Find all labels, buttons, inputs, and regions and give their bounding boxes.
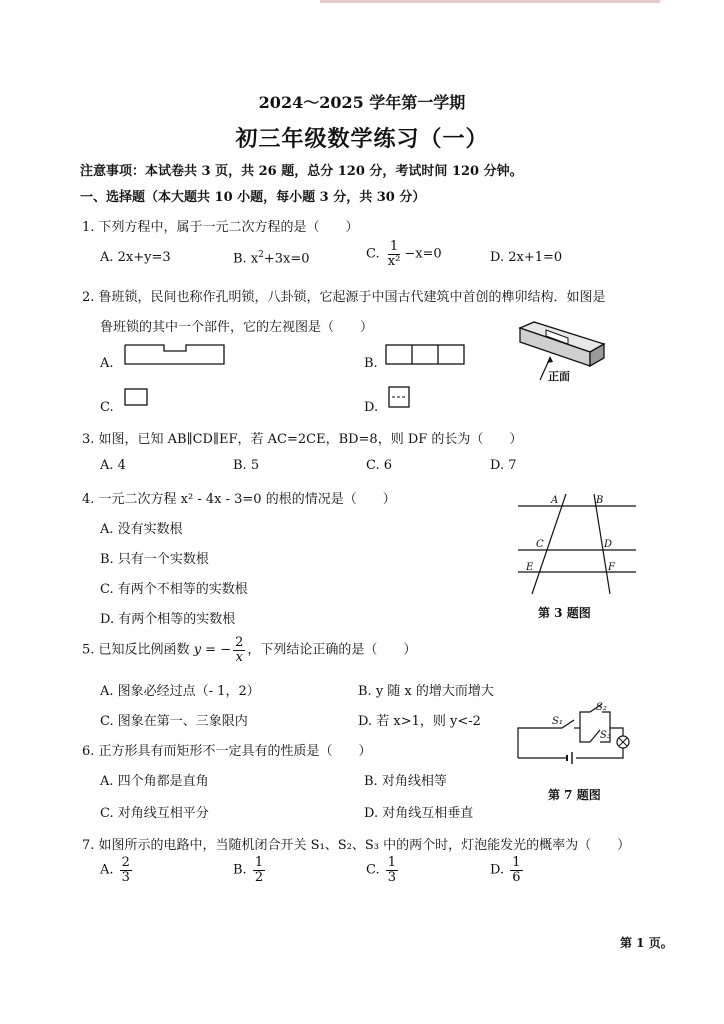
q7-option-d-label: D. [490, 862, 505, 878]
q2-option-d-figure [388, 386, 412, 410]
q5-stem-prefix: 5. 已知反比例函数 [82, 642, 190, 658]
q7-option-a-fraction [120, 856, 132, 884]
page-title: 初三年级数学练习（一） [235, 126, 489, 152]
q7-option-b-numerator: 1 [254, 855, 264, 870]
q1-option-b-suffix: +3x=0 [263, 251, 310, 267]
q1-option-c-numerator: 1 [389, 239, 399, 254]
scan-edge-mark [320, 0, 660, 3]
q7-option-b-denominator: 2 [254, 869, 264, 885]
q7-option-a-label: A. [100, 862, 114, 878]
q7-option-d-numerator: 1 [512, 855, 521, 870]
q1-option-b-exponent: 2 [258, 250, 264, 260]
q1-option-d: D. 2x+1=0 [490, 250, 563, 265]
q5-stem-numerator: 2 [235, 635, 244, 650]
question-2-stem-line1: 2. 鲁班锁，民间也称作孔明锁，八卦锁，它起源于中国古代建筑中首创的榫卯结构．如图是 [82, 290, 606, 305]
q7-option-c [366, 856, 400, 884]
q7-option-a-denominator: 3 [121, 869, 130, 885]
question-1-stem: 1. 下列方程中，属于一元二次方程的是（ ） [82, 220, 359, 235]
q7-option-b-fraction [253, 856, 265, 884]
q6-option-d: D. 对角线互相垂直 [364, 806, 474, 821]
q7-option-b-label: B. [233, 862, 247, 878]
point-b-label: B [596, 495, 604, 506]
q4-option-a: A. 没有实数根 [100, 522, 183, 537]
q2-option-c-figure [124, 388, 150, 408]
point-a-label: A [551, 495, 559, 506]
q5-option-d: D. 若 x>1，则 y<-2 [358, 714, 481, 729]
question-3-stem: 3. 如图，已知 AB∥CD∥EF，若 AC=2CE，BD=8，则 DF 的长为（ ） [82, 432, 523, 447]
q7-option-c-denominator: 3 [387, 869, 397, 885]
switch-s3-label: S₃ [600, 730, 611, 741]
q1-option-c [366, 240, 442, 268]
q6-option-b: B. 对角线相等 [364, 774, 447, 789]
q5-stem-function: y = − [193, 642, 232, 658]
q3-option-a: A. 4 [100, 458, 126, 473]
q7-option-a [100, 856, 134, 884]
q6-option-a: A. 四个角都是直角 [100, 774, 209, 789]
q1-option-b [233, 250, 310, 266]
q2-option-b-figure [385, 344, 467, 366]
q2-option-a-label: A. [100, 356, 114, 371]
q1-option-b-prefix: B. x [233, 251, 259, 267]
q3-option-c: C. 6 [366, 458, 393, 473]
q7-option-d [490, 856, 525, 884]
q3-figure [514, 490, 638, 600]
page-number: 第 1 页。 [620, 936, 673, 950]
q5-option-b: B. y 随 x 的增大而增大 [358, 684, 494, 699]
exam-notice: 注意事项：本试卷共 3 页，共 26 题，总分 120 分，考试时间 120 分钟。 [80, 164, 523, 179]
q4-option-d: D. 有两个相等的实数根 [100, 612, 236, 627]
q2-option-b-label: B. [364, 356, 378, 371]
term-heading: 2024～2025 学年第一学期 [258, 93, 466, 112]
point-f-label: F [608, 562, 615, 573]
q7-figure-caption: 第 7 题图 [548, 788, 601, 802]
q5-stem-denominator: x [235, 649, 243, 665]
question-2-stem-line2: 鲁班锁的其中一个部件，它的左视图是（ ） [100, 320, 374, 335]
q6-option-c: C. 对角线互相平分 [100, 806, 209, 821]
q3-option-b: B. 5 [233, 458, 260, 473]
switch-s2-label: S₂ [596, 702, 607, 713]
luban-front-label: 正面 [548, 370, 570, 383]
q5-stem-fraction [233, 636, 245, 664]
switch-s1-label: S₁ [552, 716, 563, 727]
q1-option-a: A. 2x+y=3 [100, 250, 171, 265]
q7-option-c-fraction [386, 856, 398, 884]
q7-option-b [233, 856, 267, 884]
q3-figure-caption: 第 3 题图 [538, 606, 591, 620]
q7-option-d-denominator: 6 [512, 869, 521, 885]
q2-option-a-figure [124, 344, 226, 366]
question-6-stem: 6. 正方形具有而矩形不一定具有的性质是（ ） [82, 744, 372, 759]
q4-option-b: B. 只有一个实数根 [100, 552, 209, 567]
q2-option-c-label: C. [100, 400, 114, 415]
q7-circuit-figure [512, 700, 636, 770]
question-7-stem: 7. 如图所示的电路中，当随机闭合开关 S₁、S₂、S₃ 中的两个时，灯泡能发光的概率为（ ） [82, 838, 631, 853]
q5-stem-suffix: ，下列结论正确的是（ ） [247, 642, 417, 658]
point-e-label: E [526, 562, 534, 573]
q7-option-c-numerator: 1 [387, 855, 397, 870]
point-d-label: D [604, 539, 613, 550]
q3-option-d: D. 7 [490, 458, 517, 473]
question-5-stem [82, 636, 416, 664]
q4-option-c: C. 有两个不相等的实数根 [100, 582, 248, 597]
q1-option-c-fraction [386, 240, 403, 268]
point-c-label: C [536, 539, 544, 550]
switch-s3 [590, 730, 600, 742]
q1-option-c-tail: −x=0 [404, 246, 442, 262]
q1-option-c-label: C. [366, 246, 380, 262]
q7-option-c-label: C. [366, 862, 380, 878]
switch-s1 [562, 720, 574, 728]
q2-option-d-label: D. [364, 400, 379, 415]
q7-option-a-numerator: 2 [121, 855, 130, 870]
q5-option-c: C. 图象在第一、三象限内 [100, 714, 248, 729]
q5-option-a: A. 图象必经过点（- 1，2） [100, 684, 260, 699]
section-heading: 一、选择题（本大题共 10 小题，每小题 3 分，共 30 分） [80, 190, 426, 205]
q7-option-d-fraction [510, 856, 522, 884]
question-4-stem: 4. 一元二次方程 x² - 4x - 3=0 的根的情况是（ ） [82, 492, 396, 507]
q1-option-c-denominator: x² [387, 253, 401, 269]
